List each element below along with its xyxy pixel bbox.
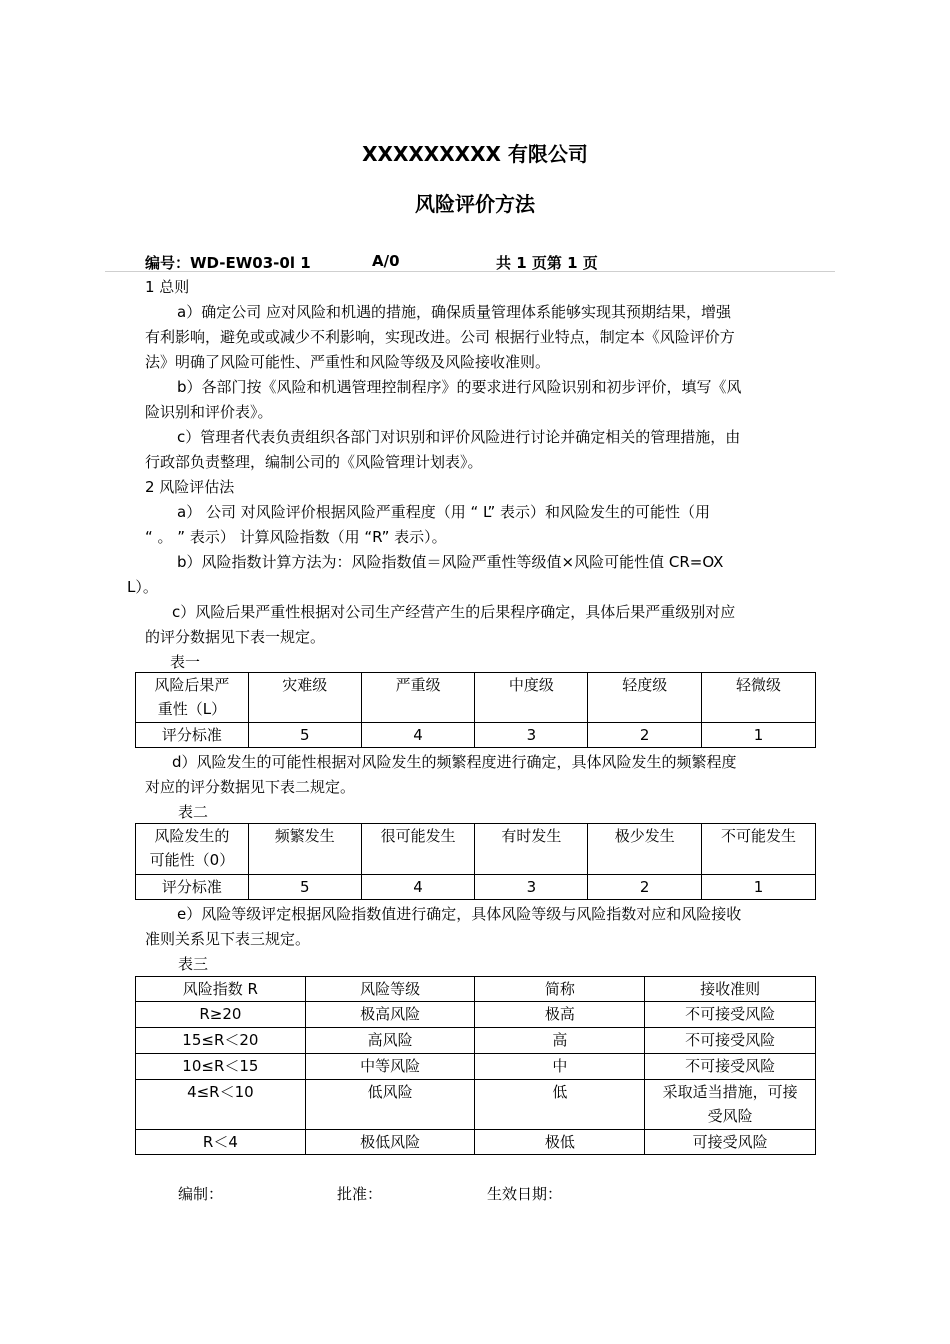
likelihood-col-rare: 极少发生 xyxy=(588,824,702,875)
severity-col-negligible: 轻微级 xyxy=(702,673,816,723)
severity-header-line2: 重性（L） xyxy=(157,700,227,718)
page-count: 共 1 页第 1 页 xyxy=(496,254,598,272)
risk-short-cell: 极低 xyxy=(475,1130,645,1155)
risk-acceptance-line2: 受风险 xyxy=(707,1107,753,1125)
likelihood-col-impossible: 不可能发生 xyxy=(702,824,816,875)
risk-index-cell: R≥20 xyxy=(136,1002,306,1028)
risk-short-cell: 低 xyxy=(475,1080,645,1130)
severity-score-label: 评分标准 xyxy=(136,723,249,748)
risk-level-cell: 中等风险 xyxy=(305,1054,475,1080)
header-divider xyxy=(105,271,835,272)
section-1-a-line3: 法》明确了风险可能性、严重性和风险等级及风险接收准则。 xyxy=(145,353,551,371)
section-2-b-line1: b）风险指数计算方法为：风险指数值＝风险严重性等级值×风险可能性值 CR=OX xyxy=(177,553,724,571)
document-title: 风险评价方法 xyxy=(415,192,535,216)
footer-effective-date: 生效日期： xyxy=(487,1185,563,1203)
likelihood-score: 3 xyxy=(475,875,588,900)
risk-header-index: 风险指数 R xyxy=(136,977,306,1002)
section-2-e-line2: 准则关系见下表三规定。 xyxy=(145,930,311,948)
risk-index-cell: 4≤R＜10 xyxy=(136,1080,306,1130)
risk-header-level: 风险等级 xyxy=(305,977,475,1002)
section-1-heading: 1 总则 xyxy=(145,278,190,296)
section-2-heading: 2 风险评估法 xyxy=(145,478,235,496)
severity-score: 5 xyxy=(248,723,361,748)
likelihood-header-cell xyxy=(136,824,249,875)
severity-score: 3 xyxy=(475,723,588,748)
likelihood-score: 5 xyxy=(248,875,361,900)
section-2-d-line2: 对应的评分数据见下表二规定。 xyxy=(145,778,356,796)
risk-index-cell: R＜4 xyxy=(136,1130,306,1155)
likelihood-score: 4 xyxy=(361,875,475,900)
likelihood-col-occasional: 有时发生 xyxy=(475,824,588,875)
section-2-a-line2: “ 。 ” 表示） 计算风险指数（用 “R” 表示）。 xyxy=(145,528,447,546)
risk-level-cell: 高风险 xyxy=(305,1028,475,1054)
section-1-c-line2: 行政部负责整理，编制公司的《风险管理计划表》。 xyxy=(145,453,483,471)
severity-score: 1 xyxy=(702,723,816,748)
section-1-b-line2: 险识别和评价表》。 xyxy=(145,403,273,421)
risk-acceptance-cell: 不可接受风险 xyxy=(645,1002,816,1028)
section-2-e-line1: e）风险等级评定根据风险指数值进行确定，具体风险等级与风险指数对应和风险接收 xyxy=(177,905,742,923)
footer-compiled-by: 编制： xyxy=(178,1185,224,1203)
section-2-c-line2: 的评分数据见下表一规定。 xyxy=(145,628,326,646)
table-1-caption: 表一 xyxy=(170,653,201,671)
risk-acceptance-cell xyxy=(645,1080,816,1130)
table-3-caption: 表三 xyxy=(178,955,209,973)
likelihood-table xyxy=(135,823,816,900)
severity-col-minor: 轻度级 xyxy=(588,673,702,723)
document-number: 编号：WD-EW03-0l 1 xyxy=(145,254,311,272)
risk-acceptance-cell: 不可接受风险 xyxy=(645,1054,816,1080)
likelihood-header-line2: 可能性（0） xyxy=(149,851,235,869)
risk-acceptance-cell: 可接受风险 xyxy=(645,1130,816,1155)
risk-level-cell: 极低风险 xyxy=(305,1130,475,1155)
risk-acceptance-line1: 采取适当措施，可接 xyxy=(662,1083,798,1101)
severity-col-moderate: 中度级 xyxy=(475,673,588,723)
severity-score: 4 xyxy=(361,723,475,748)
severity-score: 2 xyxy=(588,723,702,748)
section-1-a-line1: a）确定公司 应对风险和机遇的措施，确保质量管理体系能够实现其预期结果，增强 xyxy=(177,303,731,321)
risk-index-cell: 10≤R＜15 xyxy=(136,1054,306,1080)
section-2-a-line1: a） 公司 对风险评价根据风险严重程度（用 “ L” 表示）和风险发生的可能性（用 xyxy=(177,503,710,521)
section-2-b-line2: L）。 xyxy=(127,578,158,596)
footer-approved-by: 批准： xyxy=(337,1185,383,1203)
severity-col-serious: 严重级 xyxy=(361,673,475,723)
severity-table xyxy=(135,672,816,748)
likelihood-header-line1: 风险发生的 xyxy=(154,827,230,845)
section-1-c-line1: c）管理者代表负责组织各部门对识别和评价风险进行讨论并确定相关的管理措施，由 xyxy=(177,428,741,446)
risk-index-cell: 15≤R＜20 xyxy=(136,1028,306,1054)
section-2-d-line1: d）风险发生的可能性根据对风险发生的频繁程度进行确定，具体风险发生的频繁程度 xyxy=(172,753,737,771)
section-1-a-line2: 有利影响，避免或或减少不利影响，实现改进。公司 根据行业特点，制定本《风险评价方 xyxy=(145,328,735,346)
company-name: XXXXXXXXX 有限公司 xyxy=(362,142,588,166)
document-version: A/0 xyxy=(372,252,400,270)
risk-level-cell: 低风险 xyxy=(305,1080,475,1130)
likelihood-score-label: 评分标准 xyxy=(136,875,249,900)
risk-header-acceptance: 接收准则 xyxy=(645,977,816,1002)
risk-level-table xyxy=(135,976,816,1155)
table-2-caption: 表二 xyxy=(178,803,209,821)
risk-short-cell: 高 xyxy=(475,1028,645,1054)
likelihood-col-frequent: 频繁发生 xyxy=(248,824,361,875)
likelihood-score: 2 xyxy=(588,875,702,900)
severity-col-catastrophic: 灾难级 xyxy=(248,673,361,723)
risk-header-short: 简称 xyxy=(475,977,645,1002)
risk-acceptance-cell: 不可接受风险 xyxy=(645,1028,816,1054)
risk-short-cell: 极高 xyxy=(475,1002,645,1028)
section-2-c-line1: c）风险后果严重性根据对公司生产经营产生的后果程序确定，具体后果严重级别对应 xyxy=(172,603,736,621)
risk-level-cell: 极高风险 xyxy=(305,1002,475,1028)
likelihood-col-likely: 很可能发生 xyxy=(361,824,475,875)
severity-header-line1: 风险后果严 xyxy=(154,676,230,694)
severity-header-cell xyxy=(136,673,249,723)
likelihood-score: 1 xyxy=(702,875,816,900)
section-1-b-line1: b）各部门按《风险和机遇管理控制程序》的要求进行风险识别和初步评价，填写《风 xyxy=(177,378,742,396)
risk-short-cell: 中 xyxy=(475,1054,645,1080)
